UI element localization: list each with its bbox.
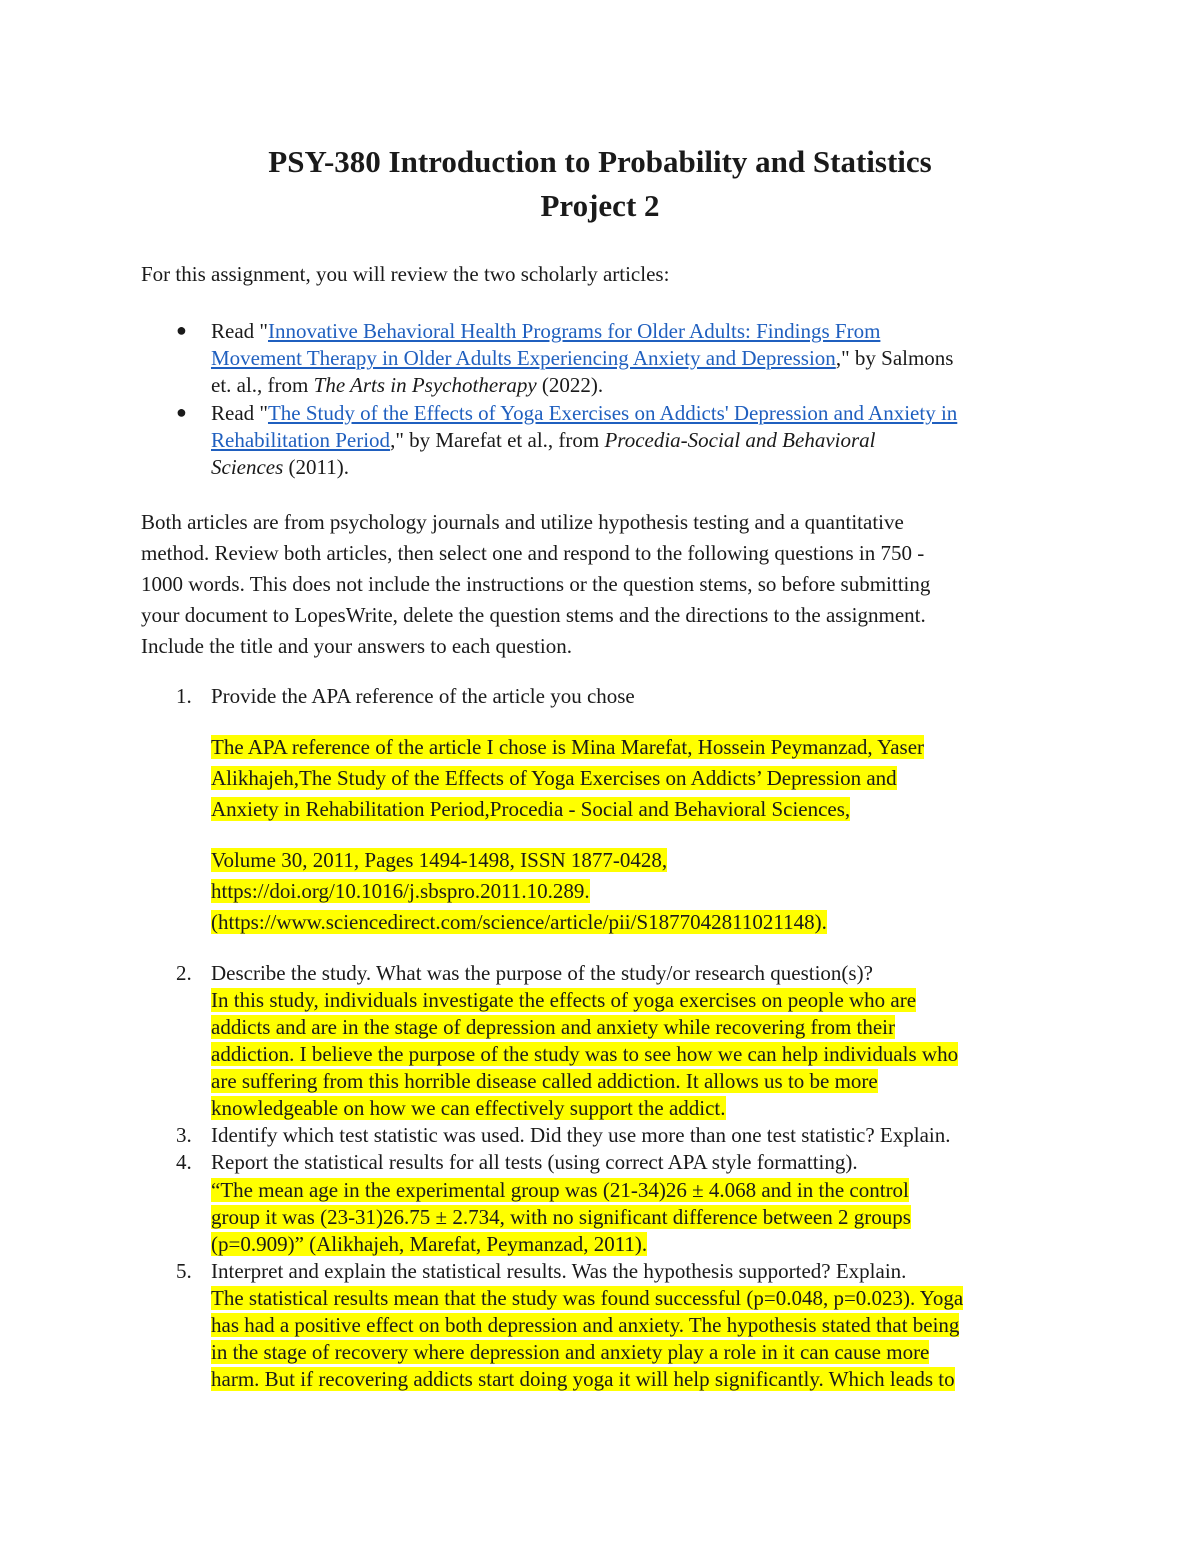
bullet-1-from: et. al., from — [211, 373, 314, 397]
question-1-text: Provide the APA reference of the article you chose — [211, 684, 635, 708]
bullet-1-journal: The Arts in Psychotherapy — [313, 373, 537, 397]
paragraph-line: Both articles are from psychology journals and utilize hypothesis testing and a quantitative — [141, 510, 904, 534]
bullet-1-line-2 — [211, 345, 953, 372]
bullet-2-line-2 — [211, 427, 875, 454]
answer-5-line: harm. But if recovering addicts start doing yoga it will help significantly. Which leads to — [211, 1367, 955, 1391]
question-number: 1. — [176, 684, 192, 708]
bullet-2-journal-cont: Sciences — [211, 455, 284, 479]
bullet-1-year: (2022). — [536, 373, 604, 397]
answer-1-url: (https://www.sciencedirect.com/science/article/pii/S1877042811021148). — [211, 910, 827, 934]
question-number: 3. — [176, 1123, 192, 1147]
answer-4-line: “The mean age in the experimental group was (21-34)26 ± 4.068 and in the control — [211, 1178, 909, 1202]
bullet-1-line-1 — [211, 318, 880, 345]
article-2-link[interactable]: The Study of the Effects of Yoga Exercises on Addicts' Depression and Anxiety in — [267, 401, 958, 425]
question-5-text: Interpret and explain the statistical results. Was the hypothesis supported? Explain. — [211, 1259, 907, 1283]
answer-4-line: group it was (23-31)26.75 ± 2.734, with no significant difference between 2 groups — [211, 1205, 911, 1229]
document-title-line-1: PSY-380 Introduction to Probability and Statistics — [268, 144, 932, 179]
bullet-1-line-3 — [211, 372, 603, 399]
bullet-1-read: Read " — [211, 319, 268, 343]
answer-2-line: are suffering from this horrible disease called addiction. It allows us to be more — [211, 1069, 878, 1093]
question-3-text: Identify which test statistic was used. Did they use more than one test statistic? Explain. — [211, 1123, 951, 1147]
answer-1-line: Anxiety in Rehabilitation Period,Procedia - Social and Behavioral Sciences, — [211, 797, 851, 821]
answer-1-line: The APA reference of the article I chose is Mina Marefat, Hossein Peymanzad, Yaser — [211, 735, 925, 759]
answer-2-line: knowledgeable on how we can effectively support the addict. — [211, 1096, 726, 1120]
document-title-line-2: Project 2 — [540, 188, 660, 223]
question-2-text: Describe the study. What was the purpose of the study/or research question(s)? — [211, 961, 873, 985]
answer-5-line: in the stage of recovery where depression and anxiety play a role in it can cause more — [211, 1340, 930, 1364]
intro-text: For this assignment, you will review the two scholarly articles: — [141, 262, 670, 286]
answer-5-line: has had a positive effect on both depression and anxiety. The hypothesis stated that being — [211, 1313, 960, 1337]
article-1-link[interactable]: Innovative Behavioral Health Programs for Older Adults: Findings From — [267, 319, 881, 343]
question-number: 4. — [176, 1150, 192, 1174]
article-1-link-cont[interactable]: Movement Therapy in Older Adults Experiencing Anxiety and Depression — [211, 346, 836, 370]
paragraph-line: Include the title and your answers to each question. — [141, 634, 572, 658]
question-number: 5. — [176, 1259, 192, 1283]
bullet-2-journal: Procedia-Social and Behavioral — [604, 428, 876, 452]
answer-5-line: The statistical results mean that the study was found successful (p=0.048, p=0.023). Yoga — [211, 1286, 964, 1310]
bullet-2-year: (2011). — [283, 455, 350, 479]
paragraph-line: your document to LopesWrite, delete the question stems and the directions to the assignment. — [141, 603, 926, 627]
answer-1-line: Alikhajeh,The Study of the Effects of Yoga Exercises on Addicts’ Depression and — [211, 766, 897, 790]
bullet-marker: ● — [176, 402, 187, 422]
bullet-2-read: Read " — [211, 401, 268, 425]
bullet-2-line-1 — [211, 400, 957, 427]
question-4-text: Report the statistical results for all tests (using correct APA style formatting). — [211, 1150, 858, 1174]
article-2-link-cont[interactable]: Rehabilitation Period — [211, 428, 391, 452]
bullet-1-author: ," by Salmons — [835, 346, 954, 370]
paragraph-line: method. Review both articles, then select one and respond to the following questions in 750 - — [141, 541, 925, 565]
answer-2-line: addicts and are in the stage of depression and anxiety while recovering from their — [211, 1015, 896, 1039]
answer-2-line: addiction. I believe the purpose of the study was to see how we can help individuals who — [211, 1042, 959, 1066]
bullet-2-author: ," by Marefat et al., from — [390, 428, 605, 452]
bullet-2-line-3 — [211, 454, 349, 481]
answer-4-line: (p=0.909)” (Alikhajeh, Marefat, Peymanzad, 2011). — [211, 1232, 648, 1256]
paragraph-line: 1000 words. This does not include the instructions or the question stems, so before submitting — [141, 572, 931, 596]
question-number: 2. — [176, 961, 192, 985]
answer-1-line: Volume 30, 2011, Pages 1494-1498, ISSN 1877-0428, — [211, 848, 668, 872]
answer-2-line: In this study, individuals investigate the effects of yoga exercises on people who are — [211, 988, 917, 1012]
answer-1-doi: https://doi.org/10.1016/j.sbspro.2011.10.289. — [211, 879, 590, 903]
bullet-marker: ● — [176, 320, 187, 340]
